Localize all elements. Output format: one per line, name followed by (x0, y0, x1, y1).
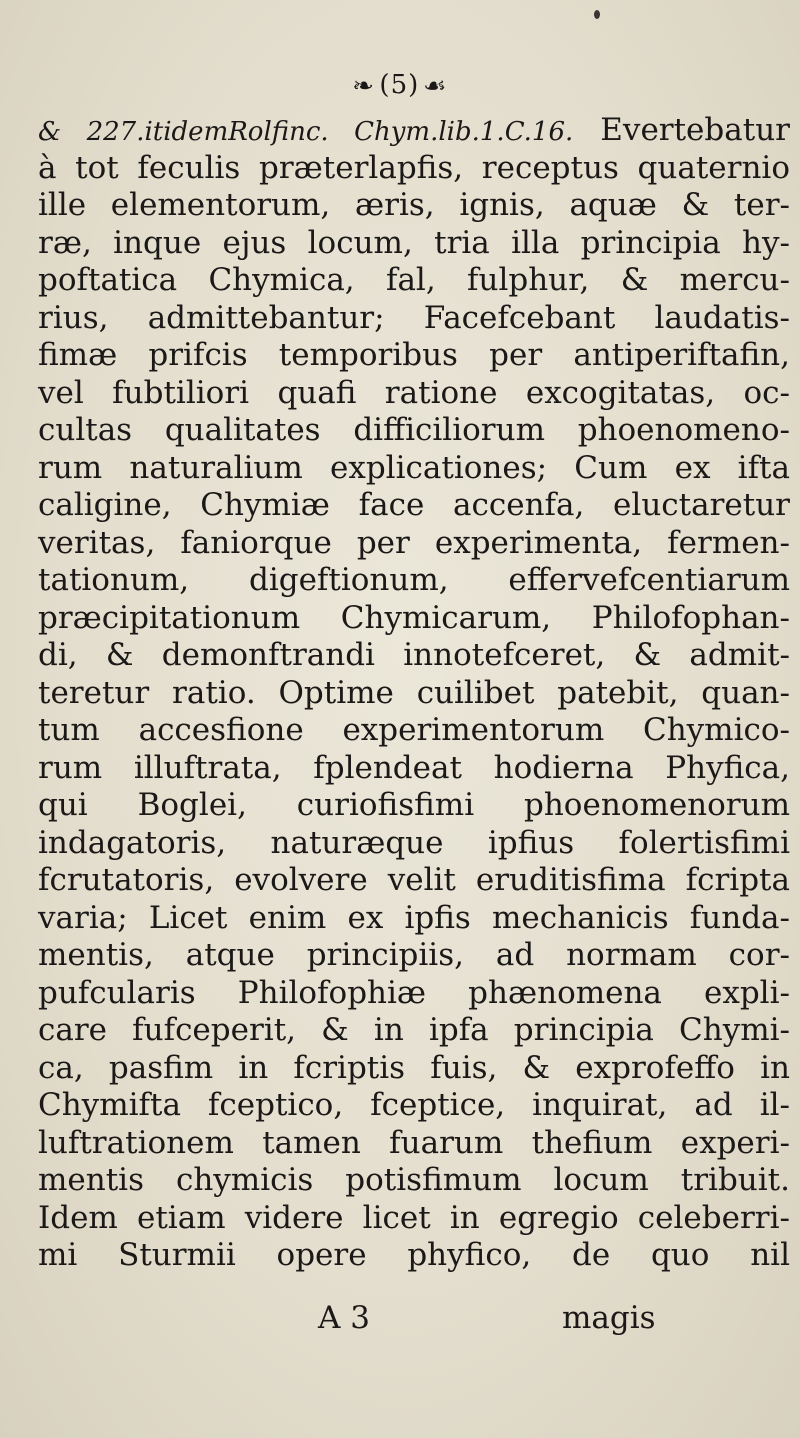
text-line: indagatoris, naturæque ipfius folertisfimi (38, 824, 790, 861)
text-line: fcrutatoris, evolvere velit eruditisfima fcripta (38, 862, 790, 898)
margin-reference: & 227.itidemRolfinc. Chym.lib.1.C.16. (38, 117, 574, 147)
text-line: pufcularis Philofophiæ phænomena expli- (38, 974, 790, 1011)
text-line: rum illuftrata, fplendeat hodierna Phyfica, (38, 749, 790, 786)
catchword: magis (562, 1300, 656, 1336)
text-line: Idem etiam videre licet in egregio celeberri- (38, 1199, 790, 1236)
text-line: tum accesfione experimentorum Chymico- (38, 712, 790, 748)
text-line: mi Sturmii opere phyfico, de quo nil (38, 1237, 790, 1273)
text-line: mentis chymicis potisfimum locum tribuit. (38, 1162, 790, 1198)
text-line: veritas, faniorque per experimenta, fermen- (38, 524, 790, 561)
body-text (38, 112, 790, 1275)
ornament-left: ❧ (352, 74, 376, 99)
text-line: rius, admittebantur; Facefcebant laudatis- (38, 299, 790, 336)
text-line: ca, pasfim in fcriptis fuis, & exprofeffo in (38, 1049, 790, 1086)
text-line: care fufceperit, & in ipfa principia Chymi- (38, 1012, 790, 1048)
page-header (0, 70, 800, 100)
text-line: præcipitationum Chymicarum, Philofophan- (38, 599, 790, 636)
text-line: cultas qualitates difficiliorum phoenomeno- (38, 412, 790, 448)
text-line: fimæ prifcis temporibus per antiperiftafin, (38, 337, 790, 373)
text-line: vel fubtiliori quafi ratione excogitatas, oc- (38, 374, 790, 411)
text-line: teretur ratio. Optime cuilibet patebit, quan- (38, 674, 790, 711)
text-line: qui Boglei, curiofisfimi phoenomenorum (38, 787, 790, 823)
text-line: di, & demonftrandi innotefceret, & admit- (38, 637, 790, 673)
text-line: ille elementorum, æris, ignis, aquæ & ter- (38, 187, 790, 223)
text-line: caligine, Chymiæ face accenfa, eluctaretur (38, 487, 790, 523)
page-footer (0, 1300, 800, 1340)
ornament-right: ☙ (423, 74, 449, 99)
text-line: rum naturalium explicationes; Cum ex ifta (38, 449, 790, 486)
text-line: luftrationem tamen fuarum thefium experi- (38, 1124, 790, 1161)
text-line: tationum, digeftionum, effervefcentiarum (38, 562, 790, 598)
text-line: à tot feculis præterlapfis, receptus quaternio (38, 149, 790, 186)
text-line: Chymifta fceptico, fceptice, inquirat, ad il- (38, 1087, 790, 1123)
text-line: varia; Licet enim ex ipfis mechanicis funda- (38, 899, 790, 936)
text-line: poftatica Chymica, fal, fulphur, & mercu- (38, 262, 790, 298)
ink-spot (594, 10, 600, 19)
page-number: (5) (379, 70, 420, 100)
text-line: mentis, atque principiis, ad normam cor- (38, 937, 790, 973)
text-line: ræ, inque ejus locum, tria illa principia hy- (38, 224, 790, 261)
text-line: & 227.itidemRolfinc. Chym.lib.1.C.16. Evertebatur (38, 112, 790, 148)
signature-mark: A 3 (318, 1300, 370, 1336)
